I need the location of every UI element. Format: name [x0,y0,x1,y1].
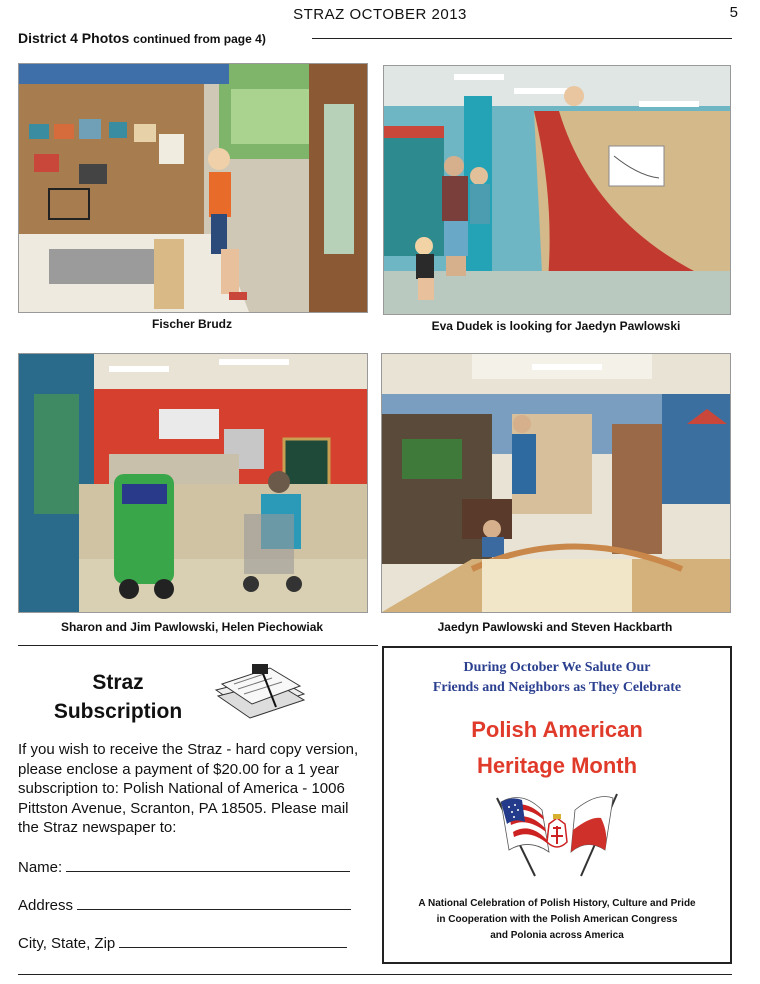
section-rule [312,38,732,39]
salute-line1: During October We Salute Our [463,660,651,675]
photo-jaedyn-steven [381,353,731,613]
heritage-title-line1: Polish American [471,717,643,742]
newspaper-header-title: STRAZ OCTOBER 2013 [293,6,467,23]
city-field-row [18,933,347,952]
heritage-month-box [382,646,732,964]
photo-fischer-brudz [18,63,368,313]
address-field-line[interactable] [77,895,351,910]
subscription-title [18,668,218,726]
heritage-footer-line1: A National Celebration of Polish History, Culture and Pride [418,898,696,909]
heritage-footer [384,896,730,944]
address-field-row [18,895,351,914]
section-divider [18,645,378,646]
newspaper-icon [212,662,308,722]
name-field-label: Name: [18,859,63,876]
flags-emblem-icon [487,790,627,880]
photo-eva-dudek [383,65,731,315]
address-field-label: Address [18,897,74,914]
heritage-title [384,712,730,784]
city-field-label: City, State, Zip [18,935,116,952]
subscription-body: If you wish to receive the Straz - hard copy version, please enclose a payment of $20.00 for a 1 year subscription to: Polish National of America - 1006 Pittston Avenue, Scranton, PA 18505. Please mail the Straz newspaper to: [18,741,359,836]
photo-caption: Eva Dudek is looking for Jaedyn Pawlowski [431,319,681,333]
photo-pawlowski-piechowiak [18,353,368,613]
photo-caption: Jaedyn Pawlowski and Steven Hackbarth [437,620,673,634]
name-field-row [18,857,350,876]
section-heading-title: District 4 Photos [18,30,130,46]
subscription-title-line2: Subscription [53,700,183,723]
salute-line2: Friends and Neighbors as They Celebrate [432,680,682,695]
bottom-rule [18,974,732,975]
photo-caption: Fischer Brudz [151,317,232,331]
heritage-footer-line2: in Cooperation with the Polish American Congress [436,914,678,925]
heritage-title-line2: Heritage Month [476,753,638,778]
section-heading [18,30,266,46]
section-continued-note: continued from page 4) [133,32,266,46]
page-number: 5 [729,4,738,21]
photo-caption: Sharon and Jim Pawlowski, Helen Piechowiak [60,620,324,634]
salute-text [384,658,730,698]
name-field-line[interactable] [66,857,350,872]
subscription-title-line1: Straz [92,671,144,694]
city-field-line[interactable] [119,933,347,948]
heritage-footer-line3: and Polonia across America [490,930,624,941]
